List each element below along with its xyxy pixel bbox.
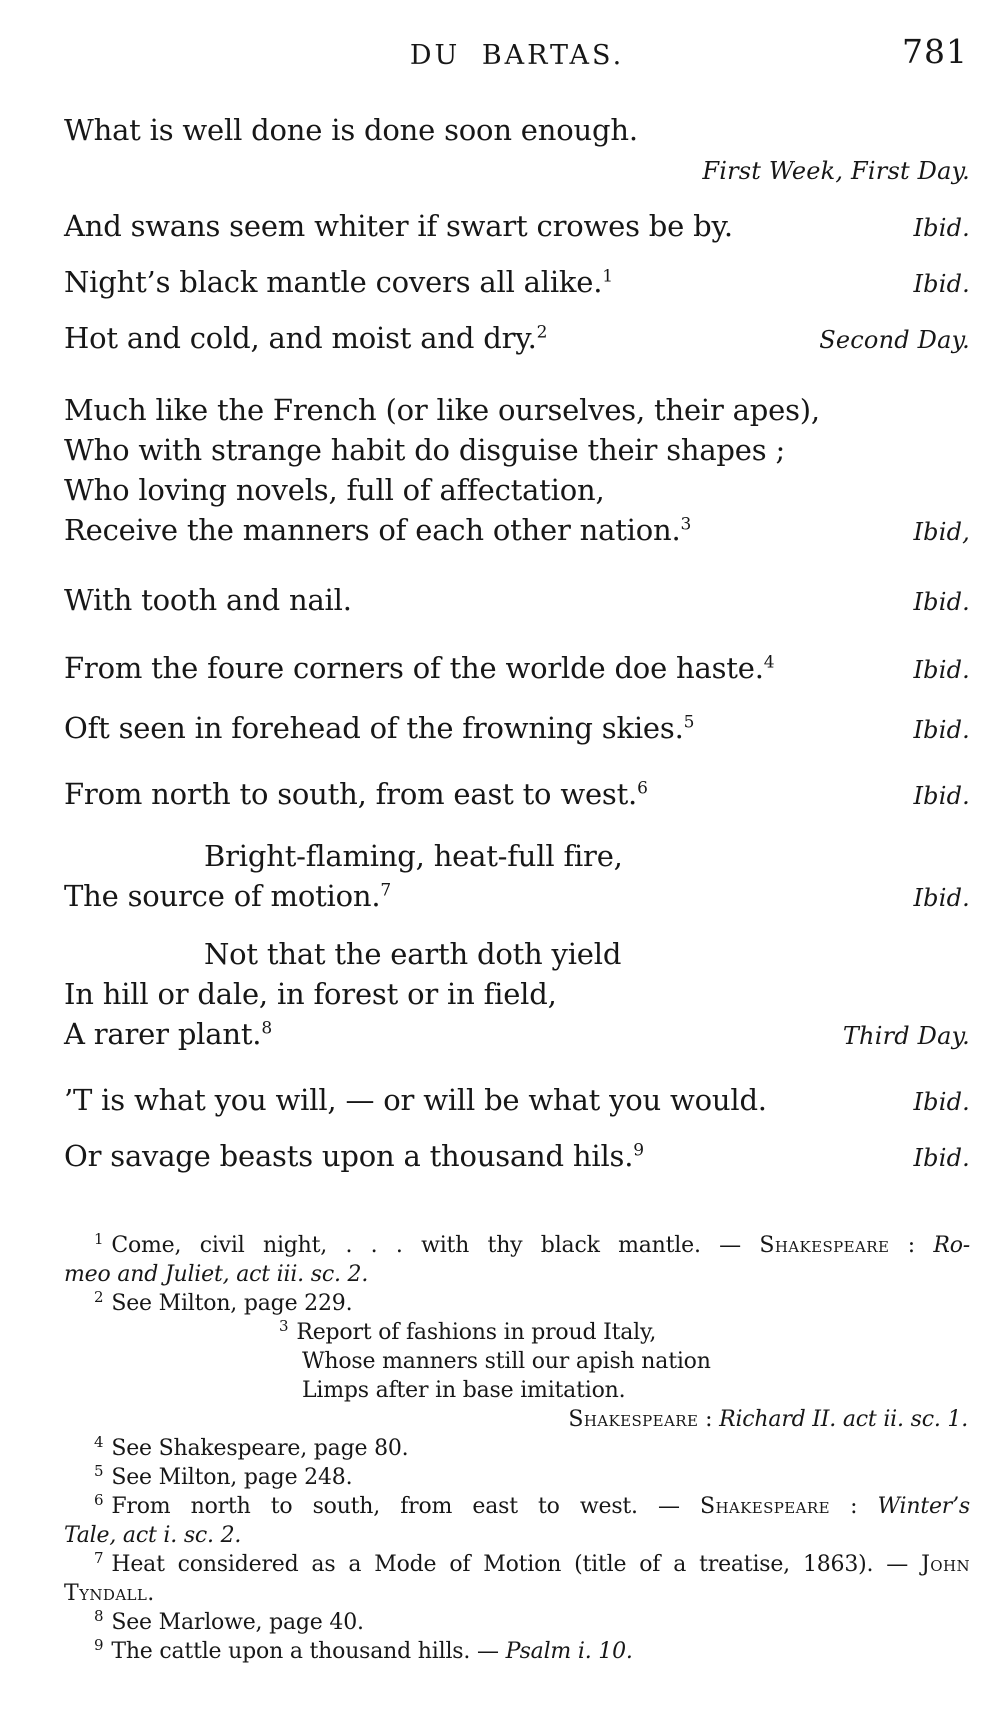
quote-attribution: Third Day. — [842, 1022, 970, 1050]
quote-entry — [64, 110, 970, 189]
quote-text: Night’s black mantle covers all alike. — [64, 265, 603, 299]
quote-line — [64, 470, 970, 510]
quote-line — [64, 1136, 913, 1176]
footnote-text: See Shakespeare, page 80. — [111, 1436, 409, 1461]
footnote-ref: 5 — [683, 712, 695, 733]
footnote-text: From north to south, from east to west. — — [111, 1494, 700, 1519]
quote-attribution: Ibid. — [913, 782, 970, 810]
quote-line — [64, 934, 970, 974]
quotes-section — [64, 110, 970, 1176]
footnote-line — [64, 1579, 970, 1608]
quote-text: Who loving novels, full of affectation, — [64, 473, 605, 507]
footnote-author: Shakespeare — [568, 1407, 699, 1432]
quote-text: In hill or dale, in forest or in field, — [64, 977, 557, 1011]
quote-text: Not that the earth doth yield — [204, 937, 622, 971]
footnote-marker: 1 — [94, 1229, 104, 1248]
footnote-text: : — [889, 1233, 934, 1258]
footnote-line — [64, 1231, 970, 1260]
footnote-author: Tyndall. — [64, 1581, 155, 1606]
quote-attribution: Ibid. — [913, 588, 970, 616]
quote-entry — [64, 836, 970, 916]
quote-text: Oft seen in forehead of the frowning skies. — [64, 711, 684, 745]
footnote-marker: 3 — [279, 1316, 289, 1335]
quote-line — [64, 774, 913, 814]
footnote-work-title: Winter’s — [877, 1494, 970, 1519]
footnote-author: Shakespeare — [759, 1233, 890, 1258]
quote-text: ’T is what you will, — or will be what you would. — [64, 1083, 767, 1117]
quote-attribution: First Week, First Day. — [702, 157, 970, 185]
quote-text: And swans seem whiter if swart crowes be by. — [64, 209, 733, 243]
footnote-marker: 7 — [94, 1548, 104, 1567]
footnote-text: Limps after in base imitation. — [302, 1378, 626, 1403]
quote-entry — [64, 934, 970, 1054]
quote-attribution: Ibid. — [913, 884, 970, 912]
quote-text: From the foure corners of the worlde doe haste. — [64, 651, 764, 685]
quote-line — [64, 974, 970, 1014]
footnote-text: : — [829, 1494, 878, 1519]
footnote-marker: 9 — [94, 1635, 104, 1654]
footnote-line — [64, 1289, 970, 1318]
quote-entry — [64, 390, 970, 550]
footnote-ref: 1 — [602, 266, 614, 287]
page-header-title: DU BARTAS. — [409, 40, 625, 71]
footnote-work-title: Psalm i. 10. — [505, 1639, 633, 1664]
footnote-text: See Milton, page 248. — [111, 1465, 353, 1490]
footnote-ref: 2 — [536, 322, 548, 343]
quote-attribution: Ibid. — [913, 214, 970, 242]
footnote-line — [64, 1608, 970, 1637]
quote-text: Much like the French (or like ourselves, their apes), — [64, 393, 820, 427]
quote-line — [64, 318, 819, 358]
footnote-line — [64, 1463, 970, 1492]
footnote-work-title: Ro- — [933, 1233, 970, 1258]
quote-entry — [64, 206, 970, 246]
quote-line — [64, 390, 970, 430]
footnote-ref: 9 — [633, 1140, 645, 1161]
quote-entry — [64, 262, 970, 302]
quote-entry — [64, 708, 970, 748]
footnote-ref: 8 — [261, 1018, 273, 1039]
footnote-marker: 4 — [94, 1432, 104, 1451]
quote-entry — [64, 1136, 970, 1176]
quote-line — [64, 430, 970, 470]
quote-text: From north to south, from east to west. — [64, 777, 638, 811]
quote-entry — [64, 318, 970, 358]
quote-text: Bright-flaming, heat-full fire, — [204, 839, 623, 873]
footnote-work-title: meo and Juliet, act iii. sc. 2. — [64, 1262, 369, 1287]
footnote-line — [64, 1376, 970, 1405]
quote-line — [64, 648, 913, 688]
footnote-text: Heat considered as a Mode of Motion (title of a treatise, 1863). — — [111, 1552, 922, 1577]
footnote-text: Report of fashions in proud Italy, — [296, 1320, 657, 1345]
quote-entry — [64, 1080, 970, 1120]
footnote-author: Shakespeare — [699, 1494, 830, 1519]
quote-line — [64, 206, 913, 246]
footnote-line — [64, 1318, 970, 1347]
quote-text: What is well done is done soon enough. — [64, 113, 638, 147]
quote-text: Or savage beasts upon a thousand hils. — [64, 1139, 634, 1173]
quote-line — [64, 110, 970, 150]
footnote-line — [64, 1637, 970, 1666]
quote-attribution: Ibid. — [913, 1088, 970, 1116]
quote-text: Hot and cold, and moist and dry. — [64, 321, 537, 355]
footnote-text: Come, civil night, . . . with thy black mantle. — — [111, 1233, 760, 1258]
footnote-text: Whose manners still our apish nation — [302, 1349, 711, 1374]
footnote-ref: 7 — [380, 880, 392, 901]
footnote-text: : — [698, 1407, 720, 1432]
quote-attribution: Ibid. — [913, 716, 970, 744]
quote-line — [64, 510, 913, 550]
quote-attribution: Ibid. — [913, 656, 970, 684]
footnote-ref: 6 — [637, 778, 648, 799]
quote-line — [64, 1014, 843, 1054]
quote-line — [64, 836, 970, 876]
quote-text: With tooth and nail. — [64, 583, 352, 617]
footnote-work-title: Tale, act i. sc. 2. — [64, 1523, 242, 1548]
quote-attribution: Ibid, — [913, 518, 970, 546]
attribution-line — [64, 156, 970, 189]
footnote-marker: 5 — [94, 1461, 104, 1480]
quote-text: A rarer plant. — [64, 1017, 262, 1051]
page-header — [64, 32, 970, 76]
footnote-text: See Marlowe, page 40. — [111, 1610, 364, 1635]
footnotes-section — [64, 1231, 970, 1666]
quote-line — [64, 708, 913, 748]
footnote-marker: 6 — [94, 1490, 104, 1509]
quote-attribution: Second Day. — [819, 326, 970, 354]
footnote-line — [64, 1521, 970, 1550]
quote-line — [64, 1080, 913, 1120]
quote-entry — [64, 648, 970, 688]
quote-entry — [64, 580, 970, 620]
footnote-work-title: Richard II. act ii. sc. 1. — [719, 1407, 968, 1432]
footnote-marker: 2 — [94, 1287, 104, 1306]
quote-line — [64, 876, 913, 916]
footnote-author: John — [921, 1552, 970, 1577]
footnote-line — [64, 1434, 970, 1463]
footnote-line — [64, 1405, 970, 1434]
footnote-line — [64, 1550, 970, 1579]
footnote-line — [64, 1347, 970, 1376]
page-number: 781 — [902, 32, 968, 71]
footnote-line — [64, 1260, 970, 1289]
quote-entry — [64, 774, 970, 814]
footnote-marker: 8 — [94, 1606, 104, 1625]
quote-line — [64, 580, 913, 620]
footnote-ref: 3 — [680, 514, 692, 535]
quote-attribution: Ibid. — [913, 1144, 970, 1172]
footnote-text: See Milton, page 229. — [111, 1291, 353, 1316]
quote-line — [64, 262, 913, 302]
quote-text: Receive the manners of each other nation. — [64, 513, 681, 547]
footnote-text: The cattle upon a thousand hills. — — [111, 1639, 506, 1664]
quote-attribution: Ibid. — [913, 270, 970, 298]
footnote-ref: 4 — [763, 652, 775, 673]
quote-text: Who with strange habit do disguise their shapes ; — [64, 433, 786, 467]
quote-text: The source of motion. — [64, 879, 381, 913]
footnote-line — [64, 1492, 970, 1521]
